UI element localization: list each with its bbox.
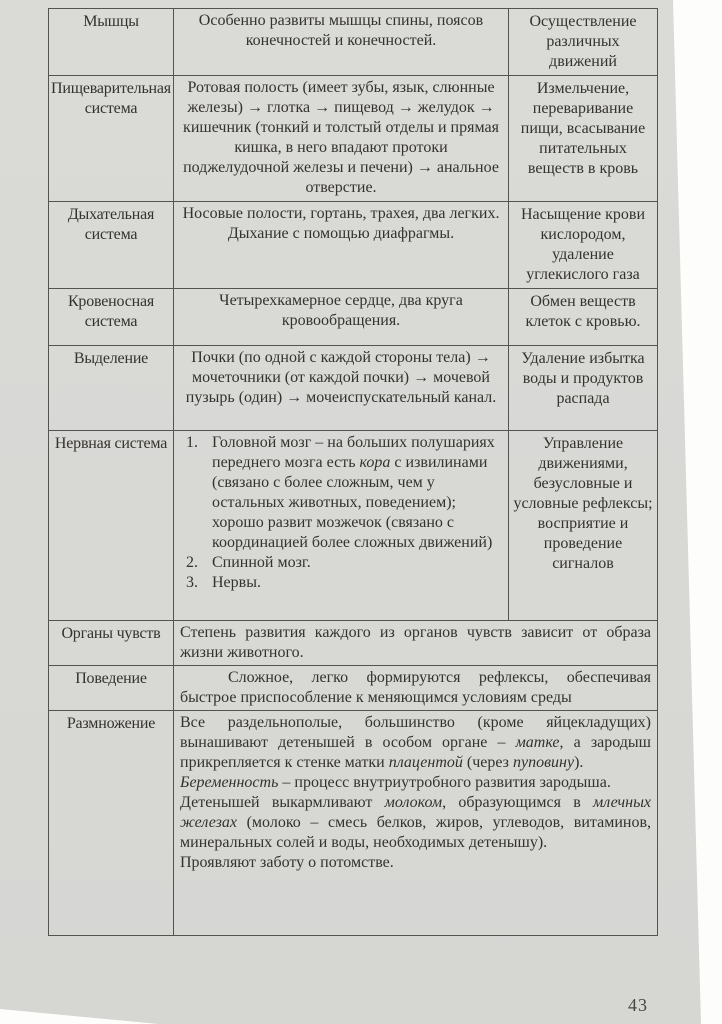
list-item-text	[212, 554, 311, 571]
system-cell: Поведение	[49, 666, 174, 711]
list-item-text	[212, 434, 495, 551]
text-segment: ).	[574, 754, 584, 771]
description-paragraph	[180, 348, 502, 408]
function-cell: Осуществление различных движений	[509, 9, 658, 76]
italic-text: матке	[515, 734, 560, 751]
list-number: 3.	[186, 574, 198, 591]
text-segment: Степень развития каждого из органов чувств зависит от образа жизни животного.	[180, 624, 651, 661]
description-paragraph	[180, 668, 651, 708]
text-segment: Проявляют заботу о потомстве.	[180, 854, 394, 871]
description-paragraph	[180, 78, 502, 198]
description-paragraph	[180, 713, 651, 773]
list-item	[180, 433, 502, 553]
biology-table-body	[49, 9, 658, 936]
text-segment: Ротовая полость (имеет зубы, язык, слюнные железы) → глотка → пищевод → желудок → кишечник (тонкий и толстый отделы и прямая кишка, в него впадают протоки поджелудочной железы и печени) → анальное отверстие.	[183, 79, 499, 196]
text-segment: Все раздельнополые, большинство (кроме яйцекладущих) вынашивают детенышей в особом органе –	[180, 714, 651, 751]
description-cell	[174, 202, 509, 289]
text-segment: Четырехкамерное сердце, два круга кровообращения.	[219, 292, 463, 329]
description-cell	[174, 621, 658, 666]
description-cell	[174, 289, 509, 346]
table-row	[49, 9, 658, 76]
text-segment: , а зародыш прикрепляется к стенке матки	[180, 734, 651, 771]
system-cell: Органы чувств	[49, 621, 174, 666]
description-cell	[174, 346, 509, 431]
function-cell: Управление движениями, безусловные и условные рефлексы; восприятие и проведение сигналов	[509, 431, 658, 621]
text-segment: , образующимся в	[442, 794, 594, 811]
text-segment: (через	[462, 754, 513, 771]
system-cell: Пищеварительная система	[49, 76, 174, 202]
description-cell	[174, 76, 509, 202]
text-segment: Особенно развиты мышцы спины, поясов конечностей и конечностей.	[198, 12, 484, 49]
list-number: 2.	[186, 554, 198, 571]
table-row	[49, 666, 658, 711]
italic-text: молоком	[384, 794, 443, 811]
table-row	[49, 346, 658, 431]
description-cell	[174, 666, 658, 711]
description-paragraph	[180, 623, 651, 663]
system-cell: Размножение	[49, 711, 174, 936]
text-segment: Головной мозг – на больших полушариях переднего мозга есть	[212, 434, 495, 471]
function-cell: Измельчение, переваривание пищи, всасывание питательных веществ в кровь	[509, 76, 658, 202]
table-row	[49, 431, 658, 621]
italic-text: плацентой	[388, 754, 463, 771]
description-paragraph	[180, 291, 502, 331]
table-row	[49, 711, 658, 936]
system-cell: Мышцы	[49, 9, 174, 76]
system-cell: Дыхательная система	[49, 202, 174, 289]
italic-text: млечных железах	[180, 794, 651, 831]
table-row	[49, 289, 658, 346]
system-cell: Выделение	[49, 346, 174, 431]
text-segment: – процесс внутриутробного развития зародыша.	[278, 774, 611, 791]
table-row	[49, 202, 658, 289]
text-segment: Почки (по одной с каждой стороны тела) → мочеточники (от каждой почки) → мочевой пузырь (один) → мочеиспускательный канал.	[185, 349, 497, 406]
biology-table	[48, 8, 658, 936]
table-row	[49, 76, 658, 202]
text-segment: Спинной мозг.	[212, 554, 311, 571]
list-item	[180, 573, 502, 593]
description-paragraph	[180, 773, 651, 793]
description-cell	[174, 9, 509, 76]
italic-text: пуповину	[512, 754, 575, 771]
system-cell: Кровеносная система	[49, 289, 174, 346]
list-item	[180, 553, 502, 573]
italic-text: Беременность	[180, 774, 279, 791]
italic-text: кора	[359, 454, 391, 471]
text-segment: Носовые полости, гортань, трахея, два легких. Дыхание с помощью диафрагмы.	[182, 205, 500, 242]
function-cell: Обмен веществ клеток с кровью.	[509, 289, 658, 346]
text-segment: (молоко – смесь белков, жиров, углеводов, витаминов, минеральных солей и воды, необходимых детенышу).	[180, 814, 651, 851]
description-paragraph	[180, 793, 651, 853]
description-paragraph	[180, 11, 502, 51]
description-paragraph	[180, 204, 502, 244]
list-number: 1.	[186, 434, 198, 451]
function-cell: Удаление избытка воды и продуктов распада	[509, 346, 658, 431]
table-row	[49, 621, 658, 666]
text-segment: Нервы.	[212, 574, 261, 591]
function-cell: Насыщение крови кислородом, удаление углекислого газа	[509, 202, 658, 289]
description-cell	[174, 711, 658, 936]
description-cell	[174, 431, 509, 621]
text-segment: Сложное, легко формируются рефлексы, обеспечивая быстрое приспособление к меняющимся условиям среды	[180, 669, 651, 706]
list-item-text	[212, 574, 261, 591]
page-number: 43	[628, 995, 648, 1015]
text-segment: Детенышей выкармливают	[180, 794, 385, 811]
text-segment: с извилинами (связано с более сложным, чем у остальных животных, поведением); хорошо развит мозжечок (связано с координацией более сложных движений)	[212, 454, 493, 551]
system-cell: Нервная система	[49, 431, 174, 621]
description-paragraph	[180, 853, 651, 873]
